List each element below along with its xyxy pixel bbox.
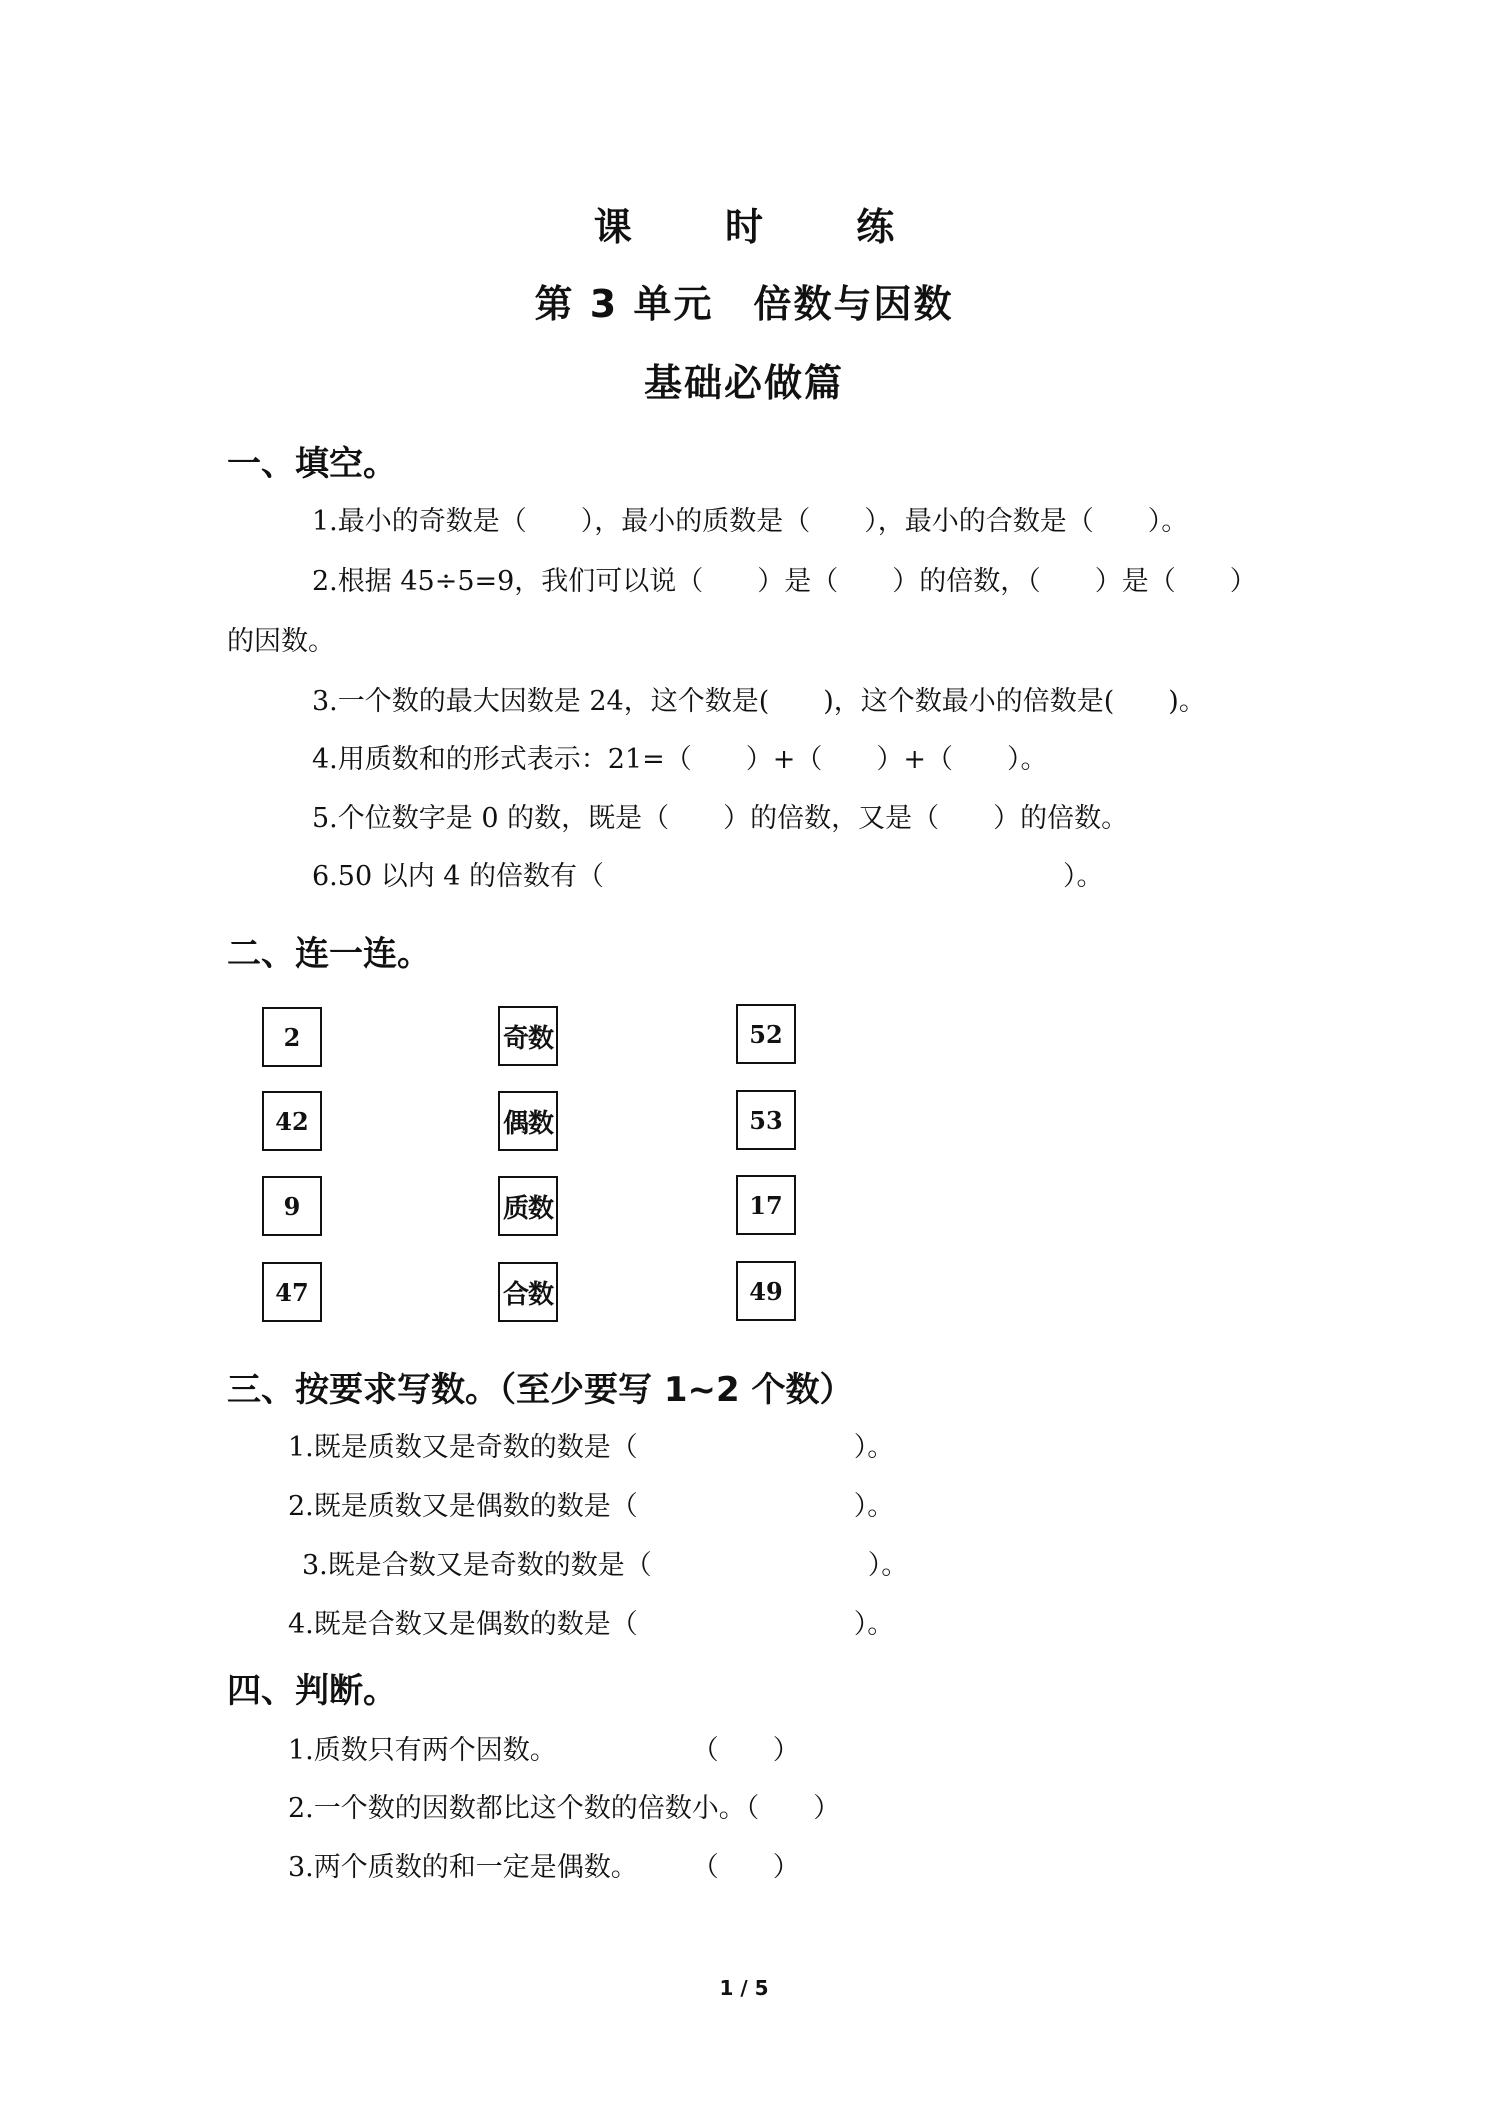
judge-question-3: 3.两个质数的和一定是偶数。 （ ） xyxy=(288,1852,800,1883)
write-question-4: 4.既是合数又是偶数的数是（ ）。 xyxy=(288,1609,895,1640)
match-middle-box: 质数 xyxy=(498,1176,558,1236)
section-1-heading: 一、填空。 xyxy=(227,444,397,484)
match-right-box: 17 xyxy=(736,1175,796,1235)
fill-question-5: 5.个位数字是 0 的数，既是（ ）的倍数，又是（ ）的倍数。 xyxy=(312,803,1129,834)
fill-question-2: 2.根据 45÷5=9，我们可以说（ ）是（ ）的倍数，（ ）是（ ） xyxy=(312,566,1257,597)
match-middle-box: 奇数 xyxy=(498,1006,558,1066)
judge-question-2: 2.一个数的因数都比这个数的倍数小。（ ） xyxy=(288,1793,841,1824)
section-2-heading: 二、连一连。 xyxy=(227,934,431,974)
match-right-box: 49 xyxy=(736,1261,796,1321)
fill-question-3: 3.一个数的最大因数是 24，这个数是( )，这个数最小的倍数是( )。 xyxy=(312,686,1206,717)
unit-title: 第 3 单元 倍数与因数 xyxy=(534,282,954,326)
match-left-box: 2 xyxy=(262,1007,322,1067)
fill-question-1: 1.最小的奇数是（ ），最小的质数是（ ），最小的合数是（ ）。 xyxy=(312,506,1189,537)
match-left-box: 42 xyxy=(262,1091,322,1151)
match-right-box: 53 xyxy=(736,1090,796,1150)
match-middle-box: 偶数 xyxy=(498,1091,558,1151)
page-number: 1 / 5 xyxy=(719,1976,769,2000)
worksheet-title: 课 时 练 xyxy=(593,205,935,249)
fill-question-4: 4.用质数和的形式表示：21=（ ）+（ ）+（ ）。 xyxy=(312,744,1048,775)
fill-question-2-continued: 的因数。 xyxy=(227,626,335,657)
section-3-heading: 三、按要求写数。（至少要写 1~2 个数） xyxy=(227,1370,854,1410)
match-middle-box: 合数 xyxy=(498,1262,558,1322)
write-question-1: 1.既是质数又是奇数的数是（ ）。 xyxy=(288,1432,895,1463)
section-4-heading: 四、判断。 xyxy=(227,1671,397,1711)
fill-question-6: 6.50 以内 4 的倍数有（ ）。 xyxy=(312,861,1104,892)
match-right-box: 52 xyxy=(736,1004,796,1064)
match-left-box: 47 xyxy=(262,1262,322,1322)
match-left-box: 9 xyxy=(262,1176,322,1236)
write-question-2: 2.既是质数又是偶数的数是（ ）。 xyxy=(288,1491,895,1522)
write-question-3: 3.既是合数又是奇数的数是（ ）。 xyxy=(302,1550,909,1581)
level-title: 基础必做篇 xyxy=(643,361,844,405)
judge-question-1: 1.质数只有两个因数。 （ ） xyxy=(288,1735,800,1766)
